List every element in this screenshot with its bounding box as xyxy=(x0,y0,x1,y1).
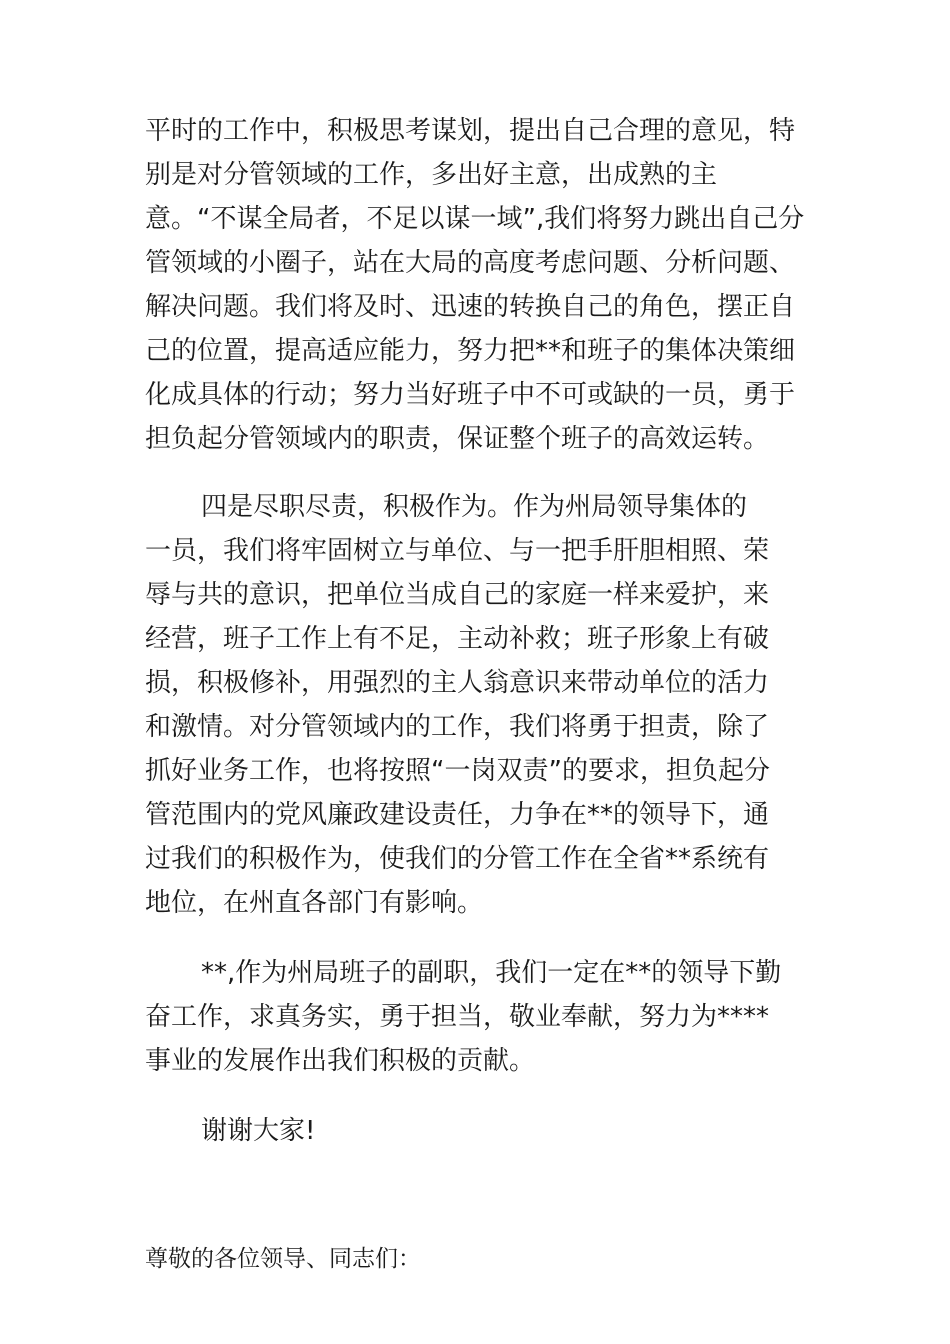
paragraph-1-line-4: 管领域的小圈子，站在大局的高度考虑问题、分析问题、 xyxy=(145,248,796,278)
paragraph-1-line-3: 意。“不谋全局者，不足以谋一域”,我们将努力跳出自己分 xyxy=(145,204,805,234)
paragraph-1-line-5: 解决问题。我们将及时、迅速的转换自己的角色，摆正自 xyxy=(145,292,796,322)
paragraph-2-line-10: 地位，在州直各部门有影响。 xyxy=(145,888,484,918)
paragraph-1-line-6: 己的位置，提高适应能力，努力把**和班子的集体决策细 xyxy=(145,336,796,366)
paragraph-1-line-1: 平时的工作中，积极思考谋划，提出自己合理的意见，特 xyxy=(145,116,796,146)
paragraph-2-line-5: 损，积极修补，用强烈的主人翁意识来带动单位的活力 xyxy=(145,668,770,698)
paragraph-2-line-7: 抓好业务工作，也将按照“一岗双责”的要求，担负起分 xyxy=(145,756,770,786)
greeting-line: 尊敬的各位领导、同志们： xyxy=(145,1246,421,1272)
paragraph-1-line-8: 担负起分管领域内的职责，保证整个班子的高效运转。 xyxy=(145,424,770,454)
paragraph-2-line-8: 管范围内的党风廉政建设责任，力争在**的领导下，通 xyxy=(145,800,770,830)
paragraph-3-line-3: 事业的发展作出我们积极的贡献。 xyxy=(145,1046,536,1076)
paragraph-3-line-2: 奋工作，求真务实，勇于担当，敬业奉献，努力为**** xyxy=(145,1002,770,1032)
thanks-line: 谢谢大家! xyxy=(201,1116,316,1146)
paragraph-2-line-4: 经营，班子工作上有不足，主动补救；班子形象上有破 xyxy=(145,624,770,654)
paragraph-1-line-7: 化成具体的行动；努力当好班子中不可或缺的一员，勇于 xyxy=(145,380,796,410)
paragraph-3-line-1: **,作为州局班子的副职，我们一定在**的领导下勤 xyxy=(201,958,782,988)
paragraph-2-line-6: 和激情。对分管领域内的工作，我们将勇于担责，除了 xyxy=(145,712,770,742)
paragraph-2-line-1: 四是尽职尽责，积极作为。作为州局领导集体的 xyxy=(201,492,748,522)
paragraph-2-line-2: 一员，我们将牢固树立与单位、与一把手肝胆相照、荣 xyxy=(145,536,770,566)
paragraph-2-line-3: 辱与共的意识，把单位当成自己的家庭一样来爱护，来 xyxy=(145,580,770,610)
paragraph-1-line-2: 别是对分管领域的工作，多出好主意，出成熟的主 xyxy=(145,160,718,190)
paragraph-2-line-9: 过我们的积极作为，使我们的分管工作在全省**系统有 xyxy=(145,844,770,874)
